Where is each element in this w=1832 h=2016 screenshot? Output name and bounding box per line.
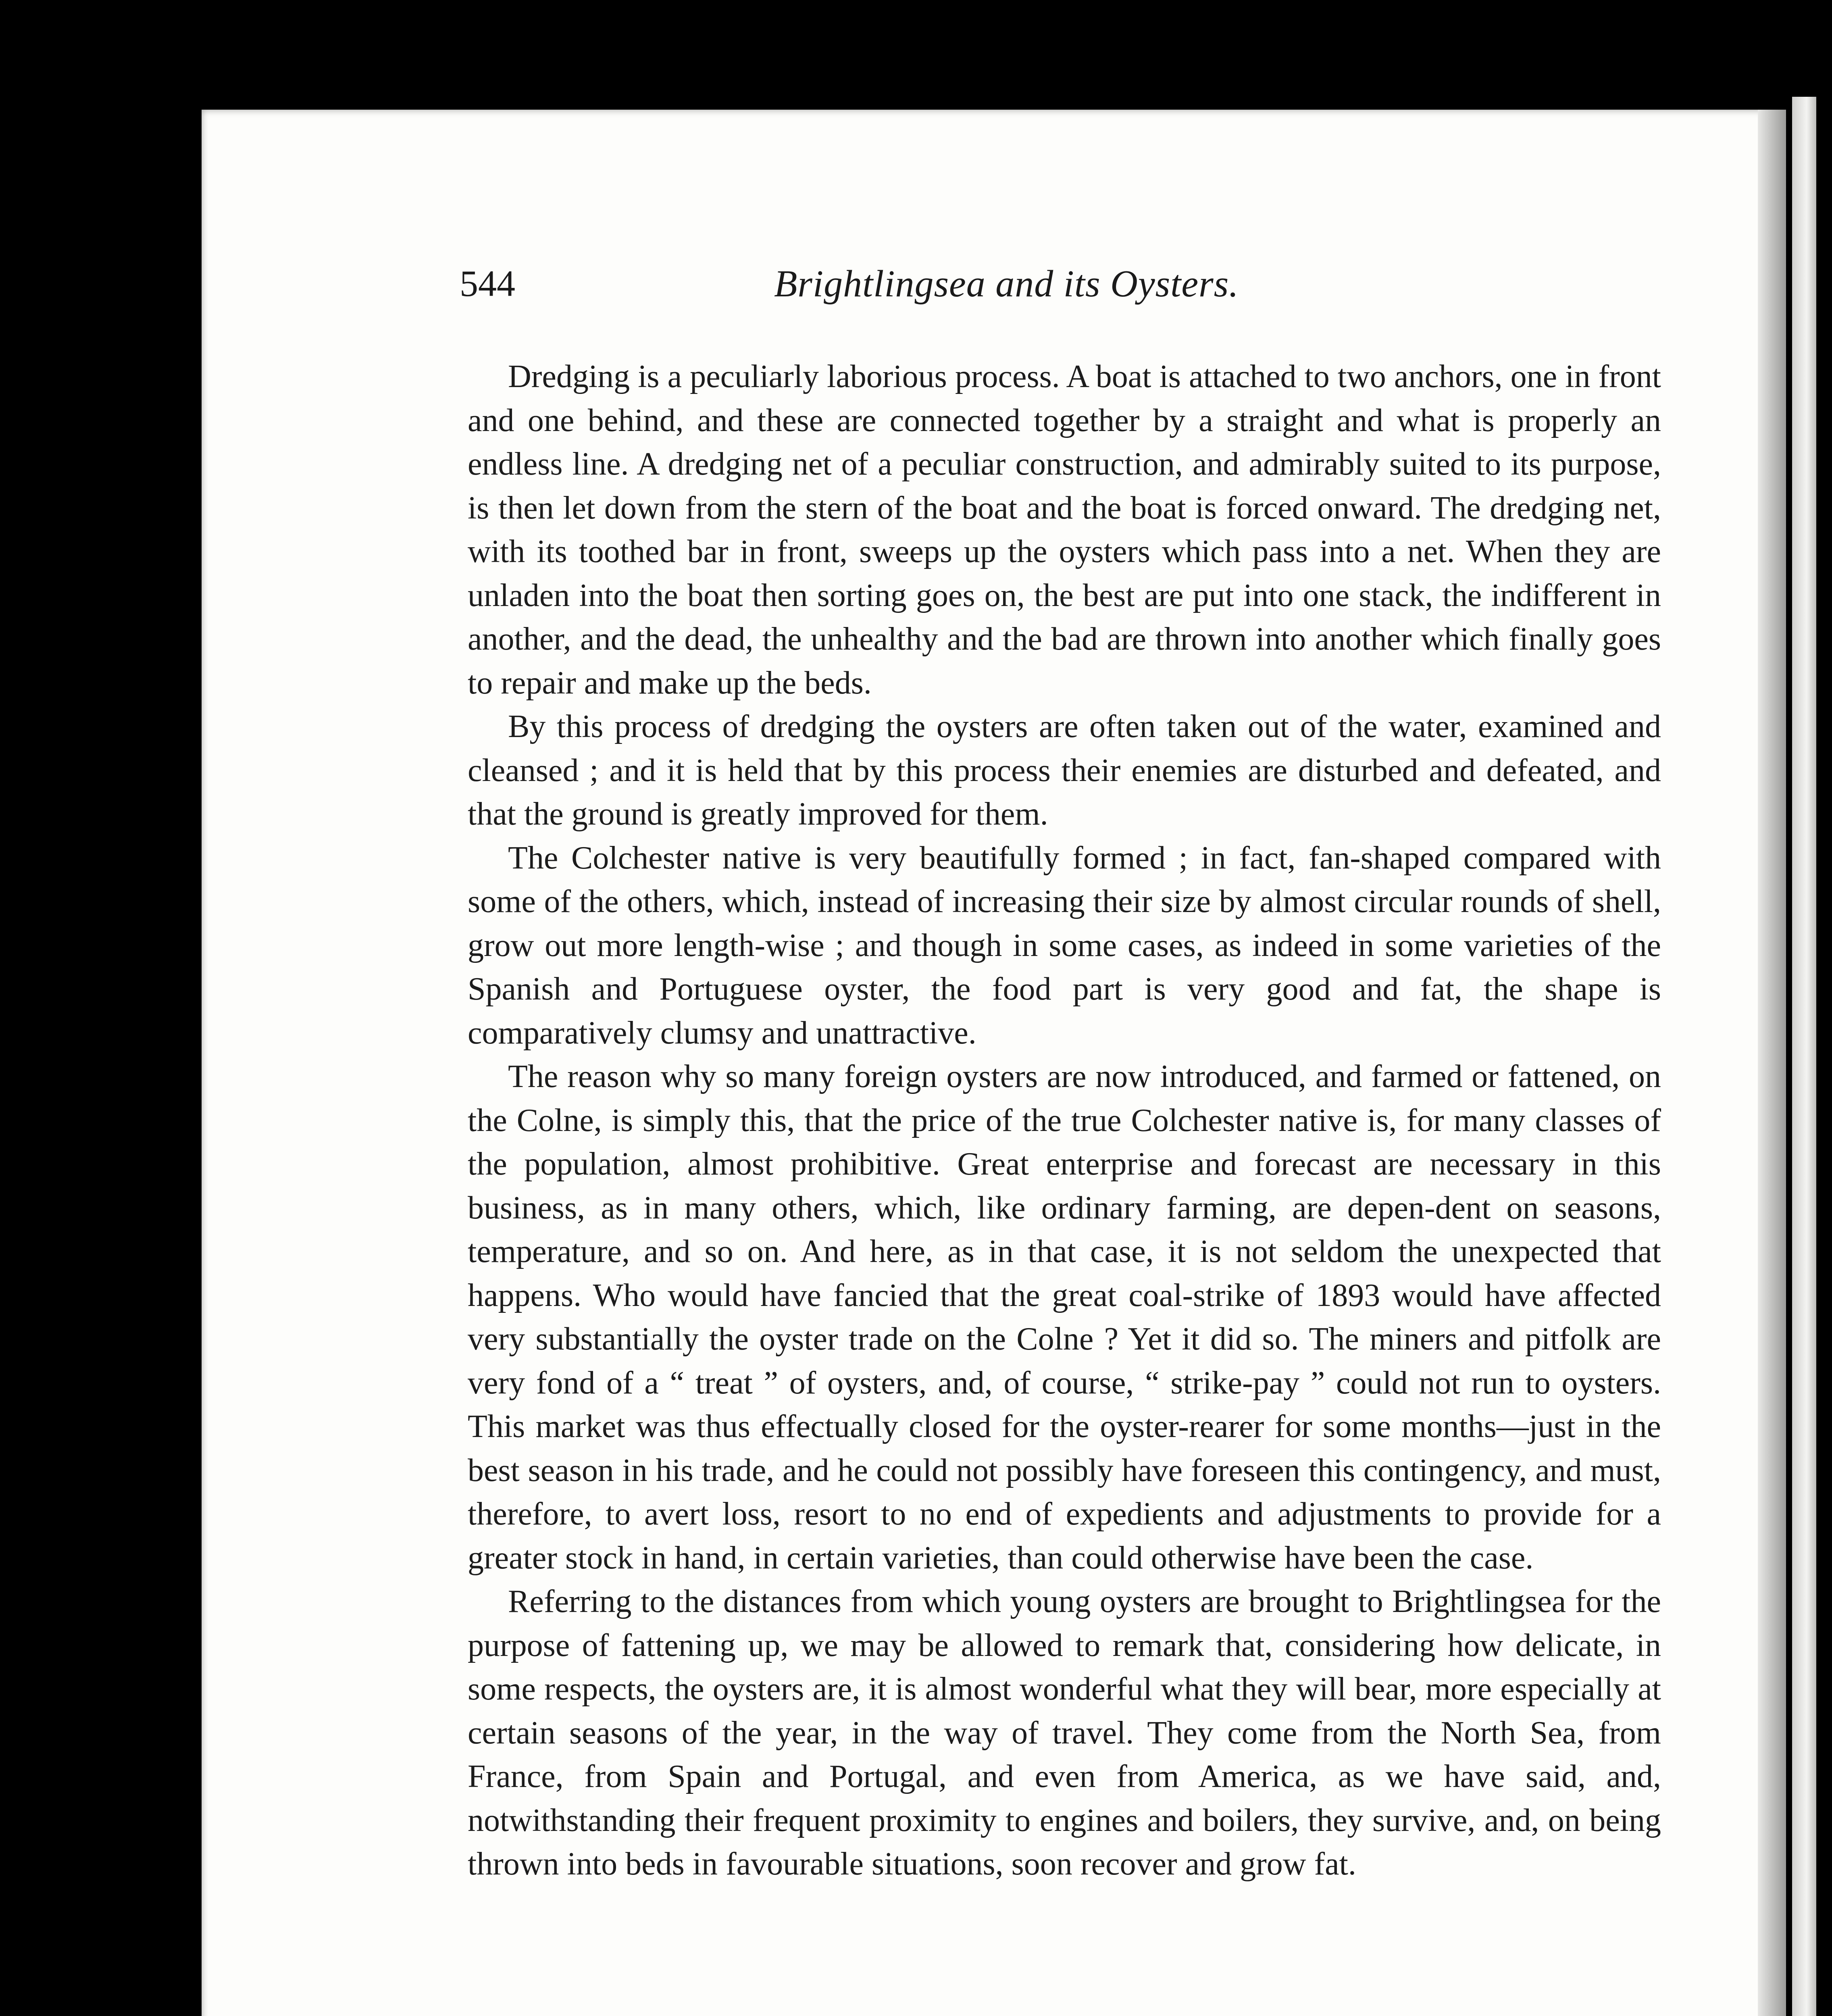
page-header xyxy=(460,262,1665,310)
page-number: 544 xyxy=(460,263,515,304)
paragraph: The reason why so many foreign oysters are now introduced, and farmed or fattened, on the Colne, is simply this, that the price of the true Colchester native is, for many classes of the population, almost prohibitive. Great enterprise and forecast are necessary in this business, as in many others, which, like ordinary farming, are depen-dent on seasons, temperature, and so on. And here, as in that case, it is not seldom the unexpected that happens. Who would have fancied that the great coal-strike of 1893 would have affected very substantially the oyster trade on the Colne ? Yet it did so. The miners and pitfolk are very fond of a “ treat ” of oysters, and, of course, “ strike-pay ” could not run to oysters. This market was thus effectually closed for the oyster-rearer for some months—just in the best season in his trade, and he could not possibly have foreseen this contingency, and must, therefore, to avert loss, resort to no end of expedients and adjustments to provide for a greater stock in hand, in certain varieties, than could otherwise have been the case. xyxy=(468,1059,1661,1576)
facing-page-edge xyxy=(1792,97,1816,2016)
paragraph: By this process of dredging the oysters are often taken out of the water, examined and cleansed ; and it is held that by this process their enemies are disturbed and defeated, and that the ground is greatly improved for them. xyxy=(468,709,1661,832)
running-head: Brightlingsea and its Oysters. xyxy=(774,263,1239,305)
paragraph: Dredging is a peculiarly laborious process. A boat is attached to two anchors, one in front and one behind, and these are connected together by a straight and what is properly an endless line. A dredging net of a peculiar construction, and admirably suited to its purpose, is then let down from the stern of the boat and the boat is forced onward. The dredging net, with its toothed bar in front, sweeps up the oysters which pass into a net. When they are unladen into the boat then sorting goes on, the best are put into one stack, the indifferent in another, and the dead, the unhealthy and the bad are thrown into another which finally goes to repair and make up the beds. xyxy=(468,359,1661,701)
body-text xyxy=(468,355,1661,1886)
page-gutter-shadow xyxy=(1758,110,1786,2016)
paragraph: The Colchester native is very beautifully formed ; in fact, fan-shaped compared with some of the others, which, instead of increasing their size by almost circular rounds of shell, grow out more length-wise ; and though in some cases, as indeed in some varieties of the Spanish and Portuguese oyster, the food part is very good and fat, the shape is comparatively clumsy and unattractive. xyxy=(468,840,1661,1051)
paragraph: Referring to the distances from which young oysters are brought to Brightlingsea for the purpose of fattening up, we may be allowed to remark that, considering how delicate, in some respects, the oysters are, it is almost wonderful what they will bear, more especially at certain seasons of the year, in the way of travel. They come from the North Sea, from France, from Spain and Portugal, and even from America, as we have said, and, notwithstanding their frequent proximity to engines and boilers, they survive, and, on being thrown into beds in favourable situations, soon recover and grow fat. xyxy=(468,1584,1661,1882)
